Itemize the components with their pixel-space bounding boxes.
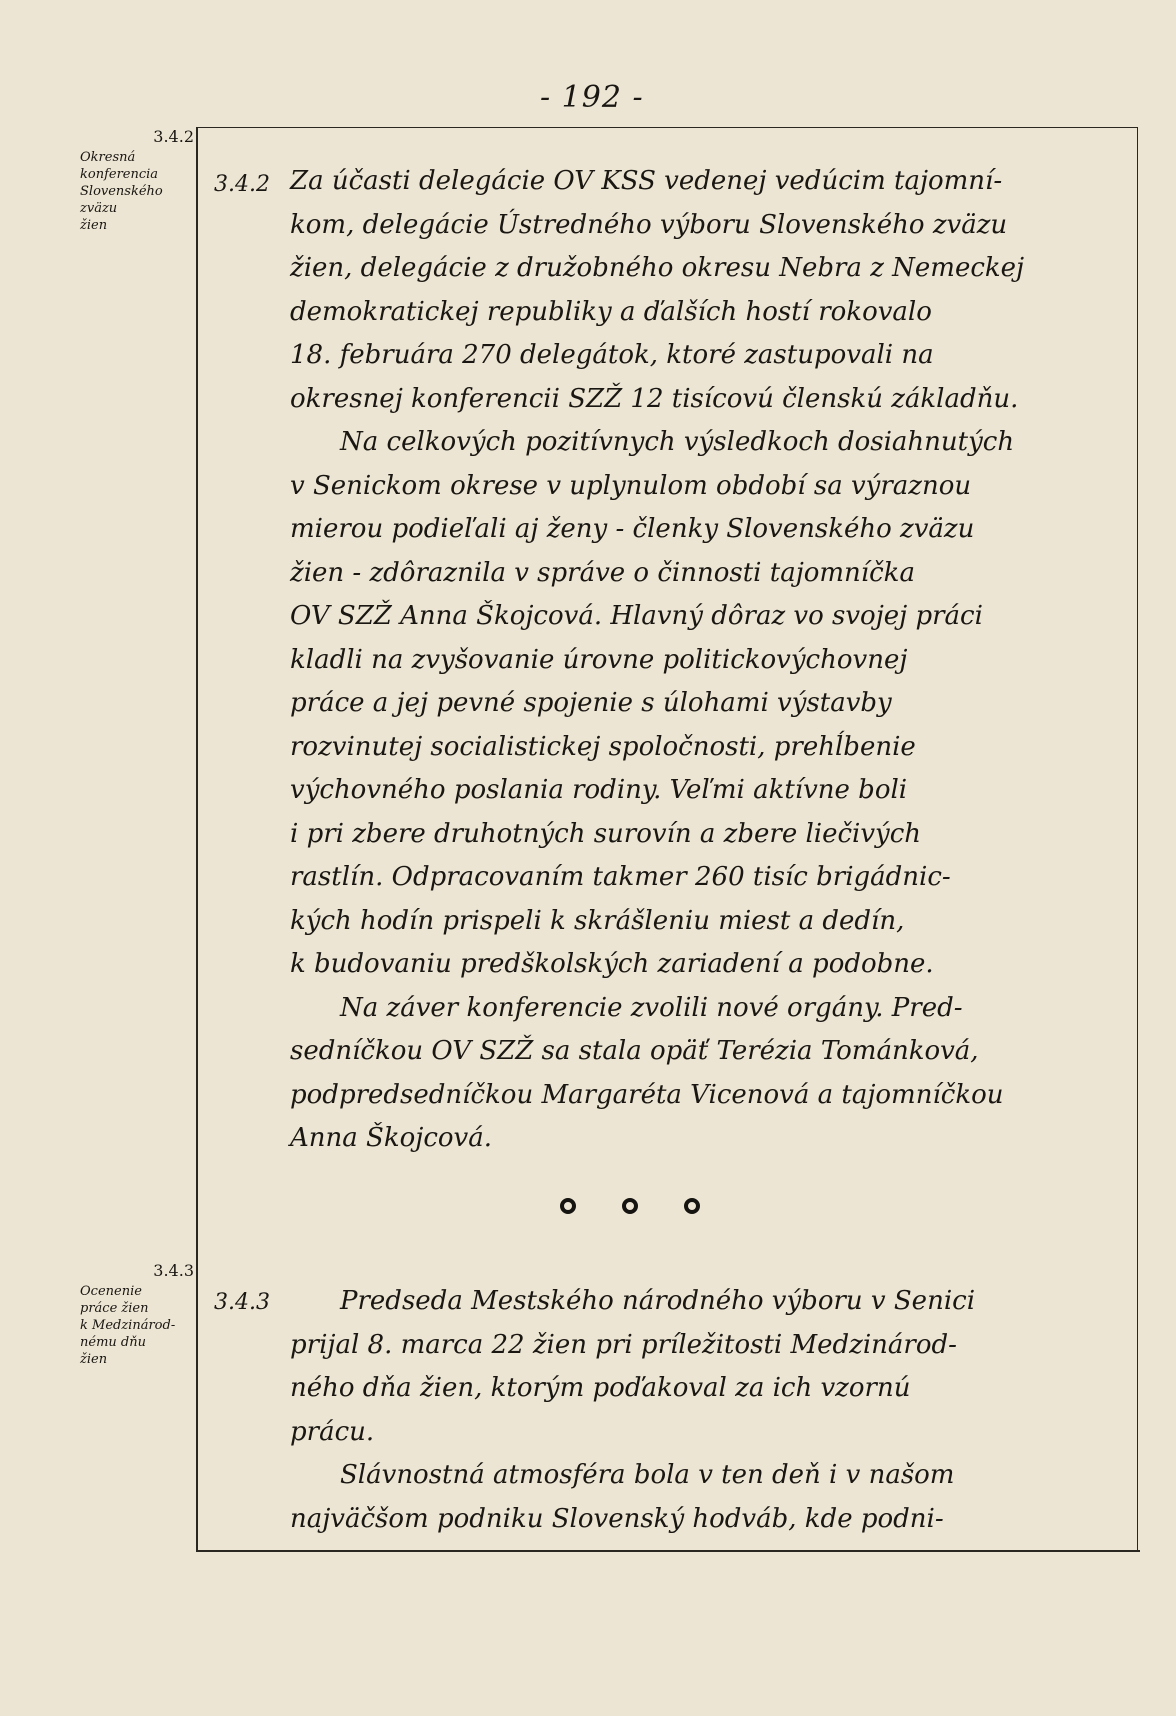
text-line: k budovaniu predškolských zariadení a podobne. [290,949,934,979]
margin-note-line: Slovenského [80,184,163,199]
margin-note-line: práce žien [80,1301,149,1316]
section-number-3-4-3: 3.4.3 [214,1290,270,1315]
text-line: najväčšom podniku Slovenský hodváb, kde podni- [290,1503,944,1534]
margin-note-line: Ocenenie [80,1284,142,1299]
text-line: Na celkových pozitívnych výsledkoch dosiahnutých [340,427,1015,457]
section-number-3-4-2: 3.4.2 [214,172,270,197]
text-line: v Senickom okrese v uplynulom období sa výraznou [290,470,972,501]
text-line: Za účasti delegácie OV KSS vedenej vedúcim tajomní- [290,166,1003,196]
text-line: rastlín. Odpracovaním takmer 260 tisíc brigádnic- [290,862,951,892]
text-line: Slávnostná atmosféra bola v ten deň i v našom [340,1460,955,1490]
text-line: Na záver konferencie zvolili nové orgány. Pred- [340,992,963,1023]
separator-dot [622,1198,638,1214]
text-line: demokratickej republiky a ďalších hostí rokovalo [290,296,932,327]
text-line: Anna Škojcová. [290,1123,492,1153]
section-separator [560,1198,700,1214]
page-number: - 192 - [540,80,644,115]
text-line: i pri zbere druhotných surovín a zbere liečivých [290,818,922,849]
text-line: podpredsedníčkou Margaréta Vicenová a tajomníčkou [290,1079,1004,1110]
margin-note-3-4-2 [80,128,194,234]
text-line: mierou podieľali aj ženy - členky Slovenského zväzu [290,514,975,544]
text-line: okresnej konferencii SZŽ 12 tisícovú členskú základňu. [290,383,1019,414]
text-line: Predseda Mestského národného výboru v Senici [340,1286,976,1316]
text-line: 18. februára 270 delegátok, ktoré zastupovali na [290,340,934,370]
text-line: prijal 8. marca 22 žien pri príležitosti Medzinárod- [290,1329,957,1360]
margin-note-line: žien [80,1352,108,1367]
text-line: kých hodín prispeli k skrášleniu miest a dedín, [290,905,905,936]
text-line: kom, delegácie Ústredného výboru Slovenského zväzu [290,209,1008,240]
margin-note-line: k Medzinárod- [80,1318,176,1333]
frame-top-rule [196,127,1138,128]
margin-note-3-4-3 [80,1262,194,1368]
section-3-4-3-text [290,1280,1140,1541]
section-3-4-2-text [290,160,1140,1161]
text-line: kladli na zvyšovanie úrovne politickovýchovnej [290,644,908,675]
separator-dot [684,1198,700,1214]
text-line: práce a jej pevné spojenie s úlohami výstavby [290,688,892,718]
margin-note-number: 3.4.2 [153,127,194,146]
margin-note-line: nému dňu [80,1335,146,1350]
text-line: rozvinutej socialistickej spoločnosti, prehĺbenie [290,731,916,762]
margin-note-number: 3.4.3 [153,1261,194,1280]
margin-note-line: žien [80,218,108,233]
text-line: žien, delegácie z družobného okresu Nebra z Nemeckej [290,253,1025,283]
text-line: žien - zdôraznila v správe o činnosti tajomníčka [290,557,915,588]
margin-note-line: konferencia [80,167,159,182]
separator-dot [560,1198,576,1214]
text-line: prácu. [290,1416,375,1447]
margin-note-line: zväzu [80,201,118,216]
text-line: ného dňa žien, ktorým poďakoval za ich vzornú [290,1373,911,1403]
text-line: OV SZŽ Anna Škojcová. Hlavný dôraz vo svojej práci [290,601,983,631]
text-line: sedníčkou OV SZŽ sa stala opäť Terézia Tománková, [290,1036,979,1066]
text-line: výchovného poslania rodiny. Veľmi aktívne boli [290,775,908,805]
margin-note-line: Okresná [80,150,136,165]
